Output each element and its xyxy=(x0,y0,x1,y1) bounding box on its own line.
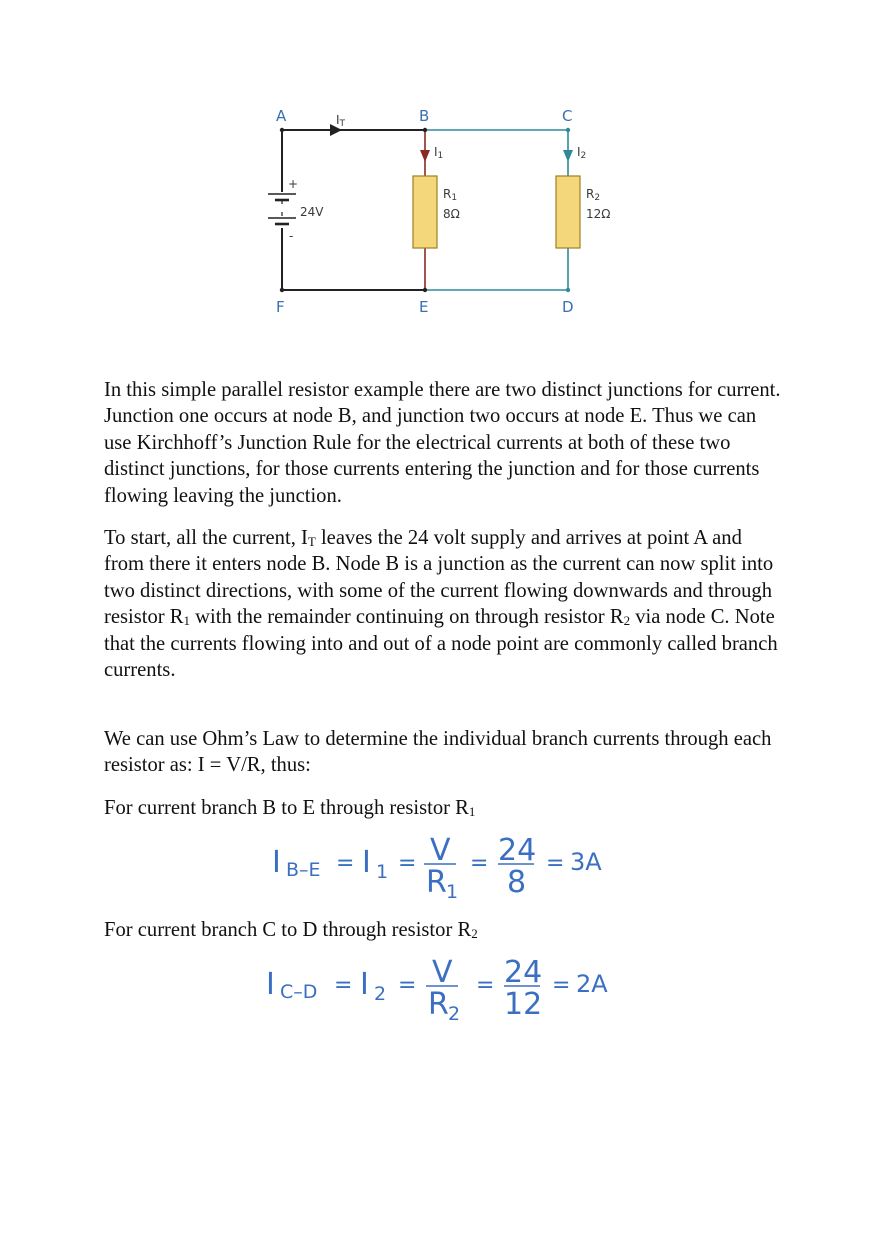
i1-current-arrow xyxy=(420,150,430,162)
eq2-lhs: I xyxy=(266,967,275,1002)
battery-voltage-label: 24V xyxy=(300,205,324,219)
resistor-r2 xyxy=(556,176,580,248)
eq2-mid: I xyxy=(360,967,369,1002)
eq2-den1-sub: 2 xyxy=(448,1003,461,1025)
r1-label: R1 xyxy=(443,187,458,203)
eq2-lhs-sub: C–D xyxy=(280,981,318,1003)
i2-label: I2 xyxy=(577,145,587,161)
eq1-mid: I xyxy=(362,845,371,880)
total-current-label: IT xyxy=(336,113,346,129)
eq1-den2: 8 xyxy=(507,865,527,900)
battery-symbol xyxy=(268,194,296,224)
eq2-mid-sub: 2 xyxy=(374,983,387,1005)
node-e-dot xyxy=(423,288,427,292)
eq2-num2: 24 xyxy=(504,955,543,990)
eq2-equals-3: = xyxy=(476,973,495,998)
node-d-dot xyxy=(566,288,570,292)
node-f-dot xyxy=(280,288,284,292)
r2-value: 12Ω xyxy=(586,207,611,221)
battery-plus-label: + xyxy=(288,177,299,191)
eq2-den2: 12 xyxy=(504,987,543,1022)
i1-label: I1 xyxy=(434,145,444,161)
equation-branch-cd xyxy=(260,954,630,1026)
paragraph-ohms-law: We can use Ohm’s Law to determine the individual branch currents through each resistor as: I = V/R, thus: xyxy=(104,728,772,777)
eq2-result: 2A xyxy=(576,970,608,998)
eq2-den1: R xyxy=(428,987,449,1022)
resistor-r1 xyxy=(413,176,437,248)
caption-branch-be: For current branch B to E through resistor $R_1$ xyxy=(104,797,476,819)
equation-branch-be xyxy=(266,832,626,904)
paragraph-junctions: In this simple parallel resistor example there are two distinct junctions for current. Junction one occurs at node B, and junction two occurs at node E. Thus we can use Kirchhoff’s Junction Rule for the electrical currents at both of these two distinct junctions, for those currents entering the junction and for those currents flowing leaving the junction. xyxy=(104,379,781,507)
node-a-dot xyxy=(280,128,284,132)
parallel-circuit-diagram xyxy=(250,100,650,325)
eq1-lhs: I xyxy=(272,845,281,880)
eq1-lhs-sub: B–E xyxy=(286,859,321,881)
eq2-equals-1: = xyxy=(334,973,353,998)
eq1-mid-sub: 1 xyxy=(376,861,389,883)
eq1-result: 3A xyxy=(570,848,602,876)
eq2-num1: V xyxy=(432,955,453,990)
eq1-equals-1: = xyxy=(336,851,355,876)
eq1-equals-3: = xyxy=(470,851,489,876)
eq2-equals-2: = xyxy=(398,973,417,998)
eq1-den1: R xyxy=(426,865,447,900)
node-a-label: A xyxy=(276,107,287,125)
eq1-num1: V xyxy=(430,833,451,868)
eq1-den1-sub: 1 xyxy=(446,881,459,903)
node-d-label: D xyxy=(562,298,574,316)
node-e-label: E xyxy=(419,298,429,316)
i2-current-arrow xyxy=(563,150,573,162)
eq2-equals-4: = xyxy=(552,973,571,998)
node-b-dot xyxy=(423,128,427,132)
node-c-dot xyxy=(566,128,570,132)
node-c-label: C xyxy=(562,107,573,125)
r2-label: R2 xyxy=(586,187,601,203)
eq1-equals-2: = xyxy=(398,851,417,876)
eq1-num2: 24 xyxy=(498,833,537,868)
caption-branch-cd: For current branch C to D through resistor $R_2$ xyxy=(104,919,478,941)
paragraph-current-flow: To start, all the current, $I_T$ leaves the 24 volt supply and arrives at point A and from there it enters node B. Node B is a junction as the current can now split into two distinct directions, with some of the current flowing downwards and through resistor $R_1$ with the remainder continuing on through resistor $R_2$ via node C. Note that the currents flowing into and out of a node point are commonly called branch currents. xyxy=(104,527,778,682)
node-b-label: B xyxy=(419,107,430,125)
r1-value: 8Ω xyxy=(443,207,460,221)
node-f-label: F xyxy=(276,298,285,316)
eq1-equals-4: = xyxy=(546,851,565,876)
battery-minus-label: - xyxy=(289,229,294,243)
